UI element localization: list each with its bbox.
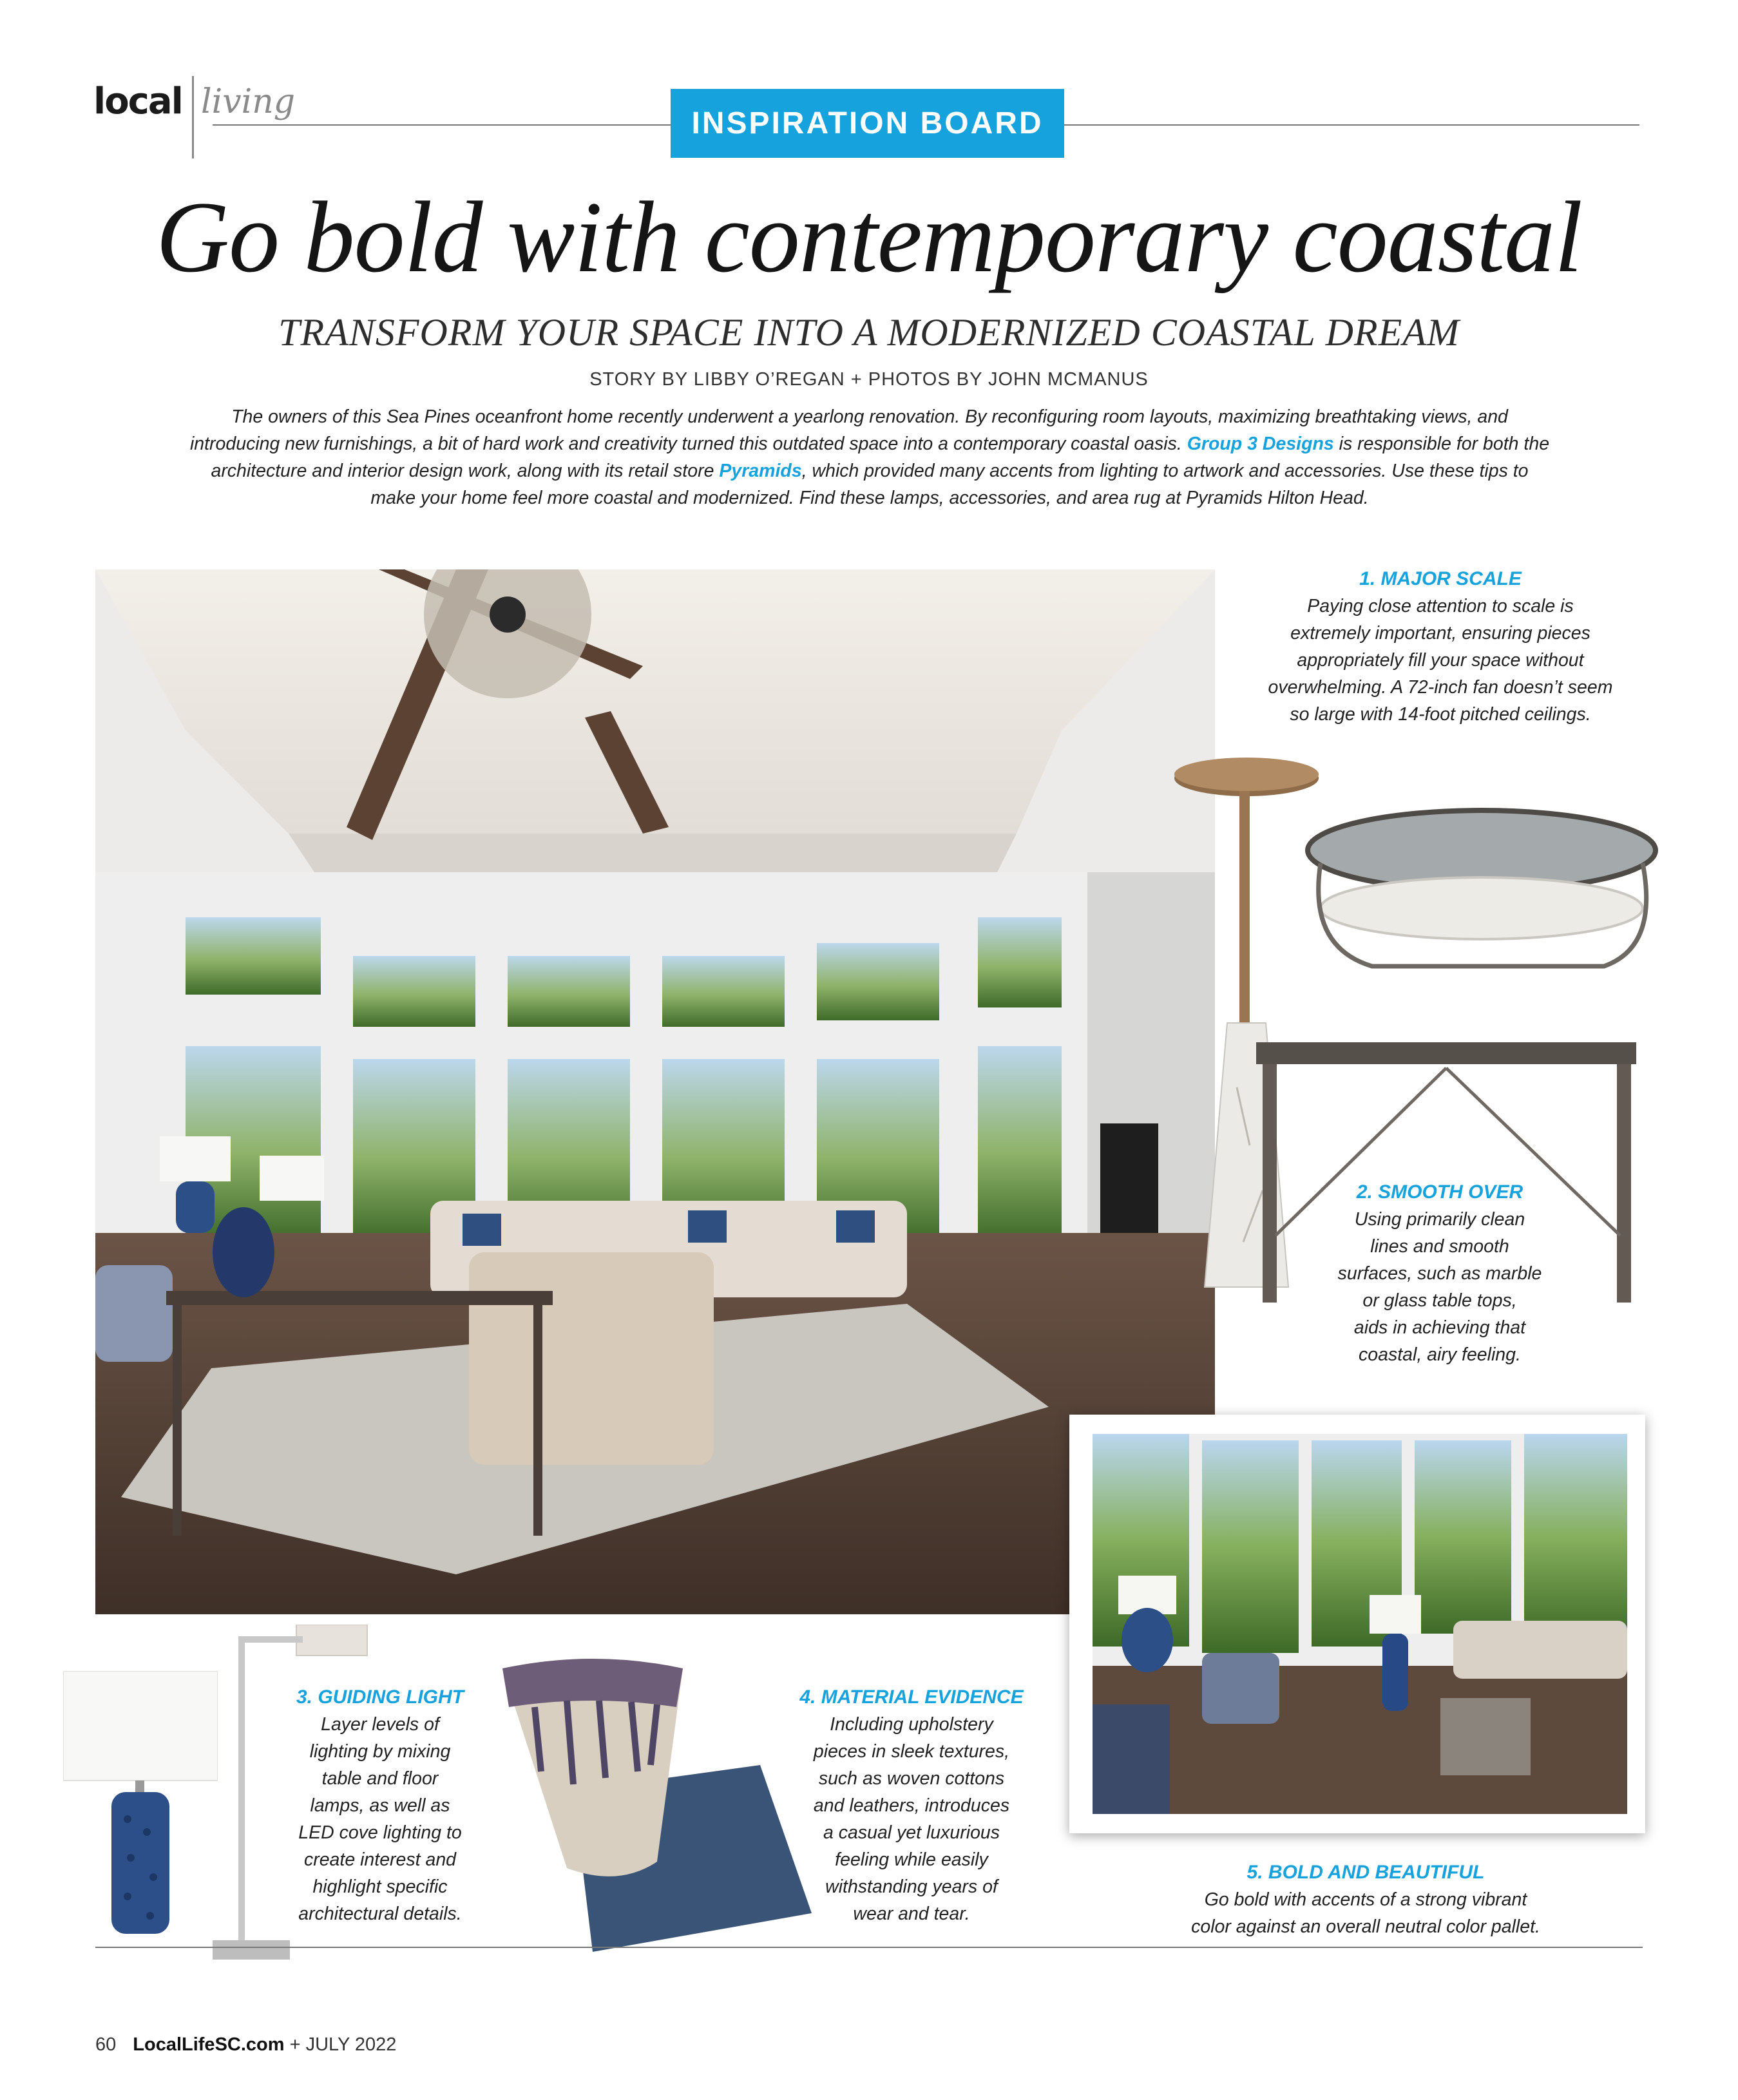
tip-line: lamps, as well as [310,1795,450,1816]
coffee-table-product [1301,805,1662,986]
footer-rule [95,1947,1643,1948]
inset-living-room-photo [1093,1434,1627,1814]
tip-line: Using primarily clean [1354,1209,1525,1230]
intro-text: is responsible for both the architecture and interior design work, along with its retail store [211,434,1550,481]
link-group-3-designs[interactable]: Group 3 Designs [1187,434,1334,454]
vase-and-pillow-product [496,1656,818,1952]
tip-line: wear and tear. [853,1904,970,1924]
tip-line: coastal, airy feeling. [1359,1344,1521,1365]
subheadline: TRANSFORM YOUR SPACE INTO A MODERNIZED COASTAL DREAM [278,311,1460,354]
site-link[interactable]: LocalLifeSC.com [133,2034,285,2055]
tip-line: such as woven cottons [818,1768,1005,1789]
tip-line: Paying close attention to scale is [1307,596,1574,616]
tip-line: highlight specific [312,1876,448,1897]
tip-line: overwhelming. A 72-inch fan doesn’t seem [1268,677,1613,698]
tip-line: table and floor [321,1768,439,1789]
tip-line: surfaces, such as marble [1337,1263,1542,1284]
tip-bold-and-beautiful [1160,1859,1572,1940]
tip-guiding-light [271,1684,490,1927]
tip-line: extremely important, ensuring pieces [1290,623,1590,644]
issue-date: + JULY 2022 [284,2034,397,2055]
tip-material-evidence [792,1684,1031,1927]
byline: STORY BY LIBBY O’REGAN + PHOTOS BY JOHN MCMANUS [589,369,1149,390]
tip-line: or glass table tops, [1362,1290,1517,1311]
intro-paragraph [187,403,1552,511]
tip-title: 1. MAJOR SCALE [1359,568,1522,589]
tip-title: 5. BOLD AND BEAUTIFUL [1246,1862,1485,1883]
tip-line: appropriately fill your space without [1297,650,1584,671]
tip-body [271,1711,490,1927]
tip-body [1254,593,1627,728]
brand-logo-living: living [201,82,296,121]
page-number: 60 [95,2034,117,2055]
tip-title: 4. MATERIAL EVIDENCE [799,1686,1024,1708]
page-footer [95,2034,396,2056]
table-lamp-product [63,1671,218,1935]
tip-line: Including upholstery [830,1714,993,1735]
tip-line: a casual yet luxurious [823,1822,1000,1843]
tip-line: create interest and [303,1849,457,1870]
tip-title: 2. SMOOTH OVER [1356,1181,1523,1203]
living-room-photo [95,569,1215,1614]
tip-body [792,1711,1031,1927]
tip-line: feeling while easily [835,1849,988,1870]
tip-line: withstanding years of [825,1876,998,1897]
tip-line: lighting by mixing [309,1741,451,1762]
tip-line: aids in achieving that [1353,1317,1526,1338]
category-badge: INSPIRATION BOARD [671,89,1064,158]
tip-major-scale [1254,566,1627,728]
tip-line: and leathers, introduces [813,1795,1010,1816]
tip-line: so large with 14-foot pitched ceilings. [1290,704,1591,725]
tip-line: Go bold with accents of a strong vibrant [1204,1889,1527,1910]
tip-line: architectural details. [298,1904,462,1924]
tip-line: LED cove lighting to [298,1822,462,1843]
tip-line: color against an overall neutral color pallet. [1191,1916,1540,1937]
tip-body [1160,1886,1572,1940]
link-pyramids[interactable]: Pyramids [719,461,802,481]
page-title: Go bold with contemporary coastal [156,181,1582,294]
tip-body [1314,1206,1565,1368]
intro-text: The owners of this Sea Pines oceanfront home recently underwent a yearlong renovation. By reconfiguring room layouts, maximizing breathtaking views, and introducing new furnishings, a bit of hard work and creativity turned this outdated space into a contemporary coastal oasis. [189,406,1508,454]
intro-text: , which provided many accents from lighting to artwork and accessories. Use these tips to make your home feel more coastal and modernized. Find these lamps, accessories, and area rug at Pyramids Hilton Head. [370,461,1529,508]
tip-line: lines and smooth [1370,1236,1509,1257]
tip-line: pieces in sleek textures, [813,1741,1010,1762]
brand-divider [192,76,194,158]
brand-logo-local: local [93,81,182,122]
tip-title: 3. GUIDING LIGHT [296,1686,464,1708]
tip-line: Layer levels of [321,1714,439,1735]
tip-smooth-over [1314,1179,1565,1368]
